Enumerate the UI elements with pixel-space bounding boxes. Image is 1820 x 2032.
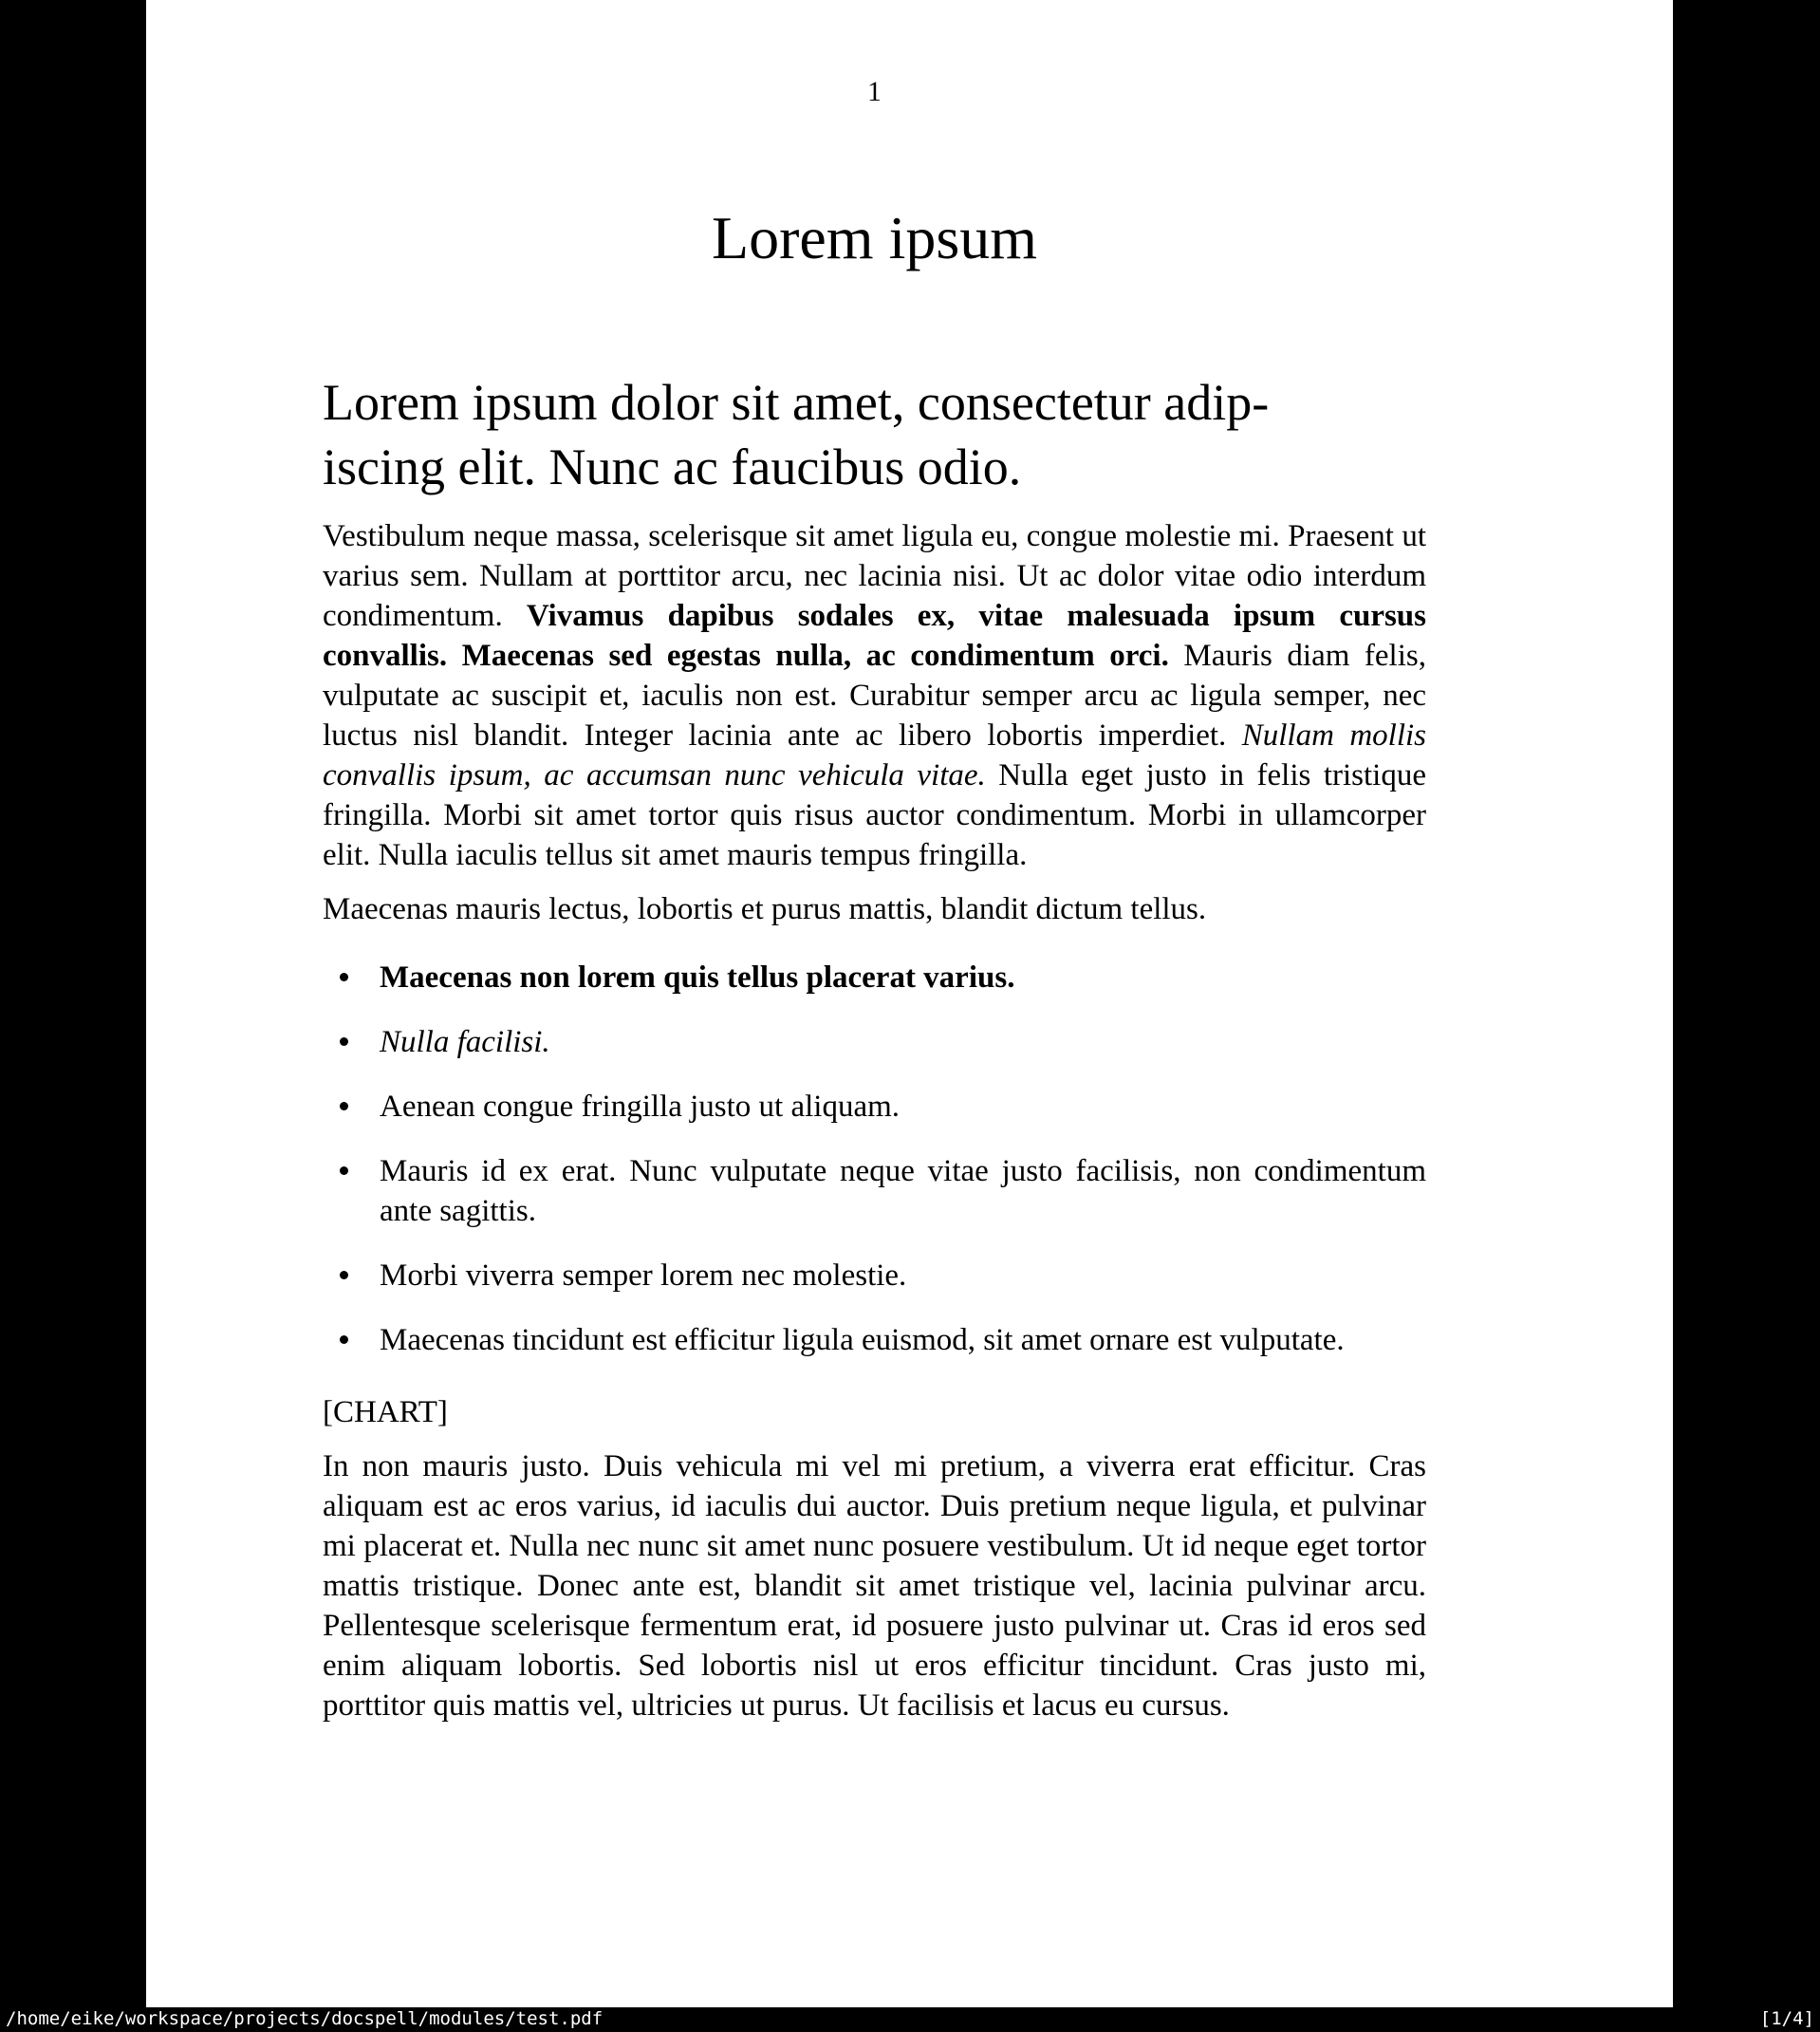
status-bar bbox=[0, 2007, 1820, 2032]
bullet-list bbox=[323, 958, 1426, 1360]
list-item-text: Maecenas tincidunt est efficitur ligula euismod, sit amet ornare est vulputate. bbox=[380, 1323, 1345, 1357]
text-run-italic: Nullam mollis convallis ipsum, ac accumsan nunc vehicula vitae. bbox=[323, 718, 1426, 792]
list-item-text: Aenean congue fringilla justo ut aliquam. bbox=[380, 1090, 901, 1124]
list-item bbox=[323, 1320, 1426, 1360]
bullet-icon bbox=[340, 1271, 348, 1279]
text-run-normal: Mauris diam felis, vulputate ac suscipit et, iaculis non est. Curabitur semper arcu ac ligula semper, nec luctus nisl blandit. Integer lacinia ante ac libero lobortis imperdiet. bbox=[323, 639, 1426, 753]
text-run-normal: Vestibulum neque massa, scelerisque sit amet ligula eu, congue molestie mi. Praesent ut varius sem. Nullam at porttitor arcu, nec lacinia nisi. Ut ac dolor vitae odio interdum condimentum. bbox=[323, 519, 1426, 633]
page-number: 1 bbox=[867, 76, 882, 107]
list-item-text: Morbi viverra semper lorem nec molestie. bbox=[380, 1258, 907, 1293]
list-item bbox=[323, 1022, 1426, 1062]
list-item-text: Maecenas non lorem quis tellus placerat varius. bbox=[380, 960, 1015, 995]
list-item bbox=[323, 1256, 1426, 1296]
section-heading bbox=[323, 370, 1426, 499]
list-item bbox=[323, 1087, 1426, 1127]
list-item bbox=[323, 958, 1426, 997]
section-heading-line2: iscing elit. Nunc ac faucibus odio. bbox=[323, 438, 1022, 495]
status-file-path: /home/eike/workspace/projects/docspell/modules/test.pdf bbox=[6, 2008, 604, 2029]
list-item-text: Nulla facilisi. bbox=[380, 1025, 550, 1059]
body-text bbox=[323, 516, 1426, 1740]
bullet-icon bbox=[340, 1335, 348, 1344]
list-item-text: Mauris id ex erat. Nunc vulputate neque vitae justo facilisis, non condimentum ante sagittis. bbox=[380, 1154, 1426, 1228]
paragraph-1 bbox=[323, 516, 1426, 875]
bullet-icon bbox=[340, 1166, 348, 1175]
text-run-bold: Vivamus dapibus sodales ex, vitae malesuada ipsum cursus convallis. Maecenas sed egestas nulla, ac condimentum orci. bbox=[323, 599, 1426, 673]
paragraph-2: Maecenas mauris lectus, lobortis et purus mattis, blandit dictum tellus. bbox=[323, 892, 1207, 926]
bullet-icon bbox=[340, 1037, 348, 1046]
bullet-icon bbox=[340, 1102, 348, 1110]
document-title: Lorem ipsum bbox=[711, 204, 1038, 271]
bullet-icon bbox=[340, 973, 348, 981]
paragraph-3: In non mauris justo. Duis vehicula mi vel mi pretium, a viverra erat efficitur. Cras aliquam est ac eros varius, id iaculis dui auctor. Duis pretium neque ligula, et pulvinar mi placerat et. Nulla nec nunc sit amet nunc posuere vestibulum. Ut id neque eget tortor mattis tristique. Donec ante est, blandit sit amet tristique vel, lacinia pulvinar arcu. Pellentesque scelerisque fermentum erat, id posuere justo pulvinar ut. Cras id eros sed enim aliquam lobortis. Sed lobortis nisl ut eros efficitur tincidunt. Cras justo mi, porttitor quis mattis vel, ultricies ut purus. Ut facilisis et lacus eu cursus. bbox=[323, 1449, 1426, 1723]
chart-placeholder: [CHART] bbox=[323, 1395, 448, 1429]
pdf-page[interactable] bbox=[146, 0, 1673, 2007]
text-run-normal: Nulla eget justo in felis tristique fringilla. Morbi sit amet tortor quis risus auctor condimentum. Morbi in ullamcorper elit. Nulla iaculis tellus sit amet mauris tempus fringilla. bbox=[323, 758, 1426, 872]
list-item bbox=[323, 1151, 1426, 1231]
section-heading-line1: Lorem ipsum dolor sit amet, consectetur adip- bbox=[323, 374, 1270, 431]
status-page-indicator: [1/4] bbox=[1759, 2008, 1814, 2029]
